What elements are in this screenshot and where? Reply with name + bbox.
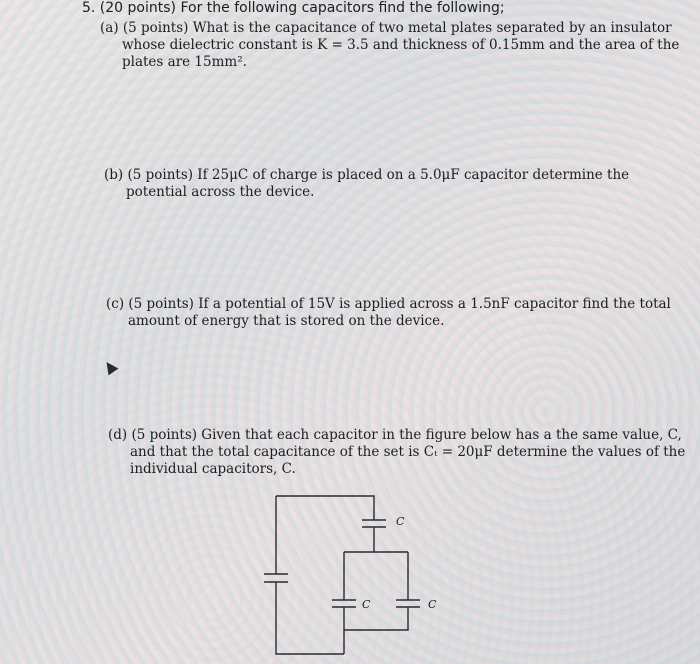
problem-title: 5. (20 points) For the following capacitors find the following; <box>82 0 505 16</box>
wire-left-lower <box>276 582 344 654</box>
left-capacitor-label: C <box>362 598 371 611</box>
part-d-line3: individual capacitors, C. <box>130 461 296 477</box>
part-b-line2: potential across the device. <box>126 184 315 200</box>
right-capacitor-label: C <box>428 598 437 611</box>
part-d-line2: and that the total capacitance of the set is Cₜ = 20μF determine the values of the <box>130 444 686 460</box>
wire-top <box>276 496 374 520</box>
wire-branch-right-lower <box>344 607 408 630</box>
part-a-line2: whose dielectric constant is K = 3.5 and thickness of 0.15mm and the area of the <box>122 37 680 53</box>
part-d-line1: (d) (5 points) Given that each capacitor in the figure below has a the same value, C, <box>108 427 682 443</box>
part-b-line1: (b) (5 points) If 25μC of charge is placed on a 5.0μF capacitor determine the <box>104 167 630 183</box>
part-a-line3: plates are 15mm². <box>122 54 247 70</box>
top-capacitor-label: C <box>396 515 405 528</box>
part-c-line1: (c) (5 points) If a potential of 15V is applied across a 1.5nF capacitor find the total <box>106 296 671 312</box>
part-c-line2: amount of energy that is stored on the device. <box>128 313 445 329</box>
part-a-line1: (a) (5 points) What is the capacitance of two metal plates separated by an insulator <box>100 20 672 36</box>
